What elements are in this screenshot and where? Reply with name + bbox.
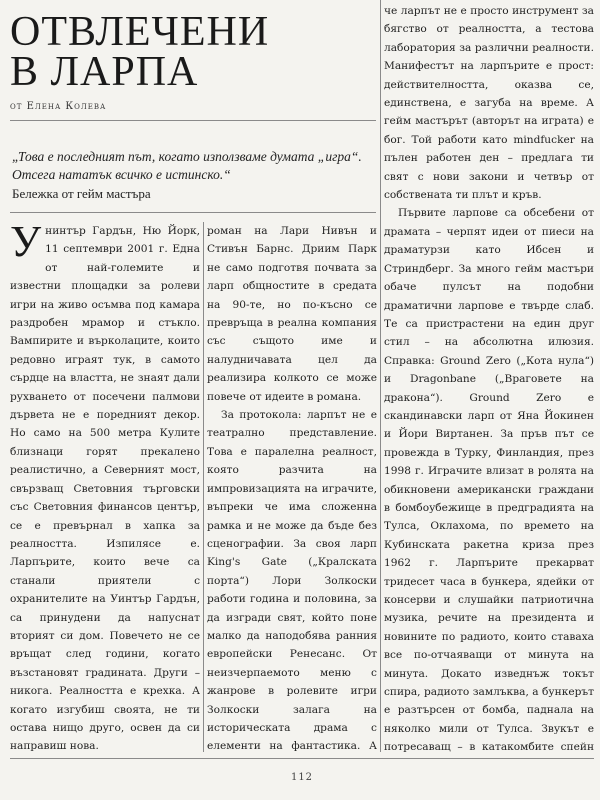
article-title bbox=[10, 9, 340, 95]
author-byline: от Елена Колева bbox=[10, 101, 107, 112]
footer-rule bbox=[10, 758, 594, 759]
page-number: 112 bbox=[290, 772, 314, 783]
column-rule-2 bbox=[380, 0, 381, 752]
epigraph-divider bbox=[10, 212, 376, 213]
column-rule-1 bbox=[203, 222, 204, 752]
column-1-paragraph-1 bbox=[10, 222, 200, 752]
title-line-1: ОТВЛЕЧЕНИ bbox=[10, 9, 270, 55]
title-line-2: В ЛАРПА bbox=[10, 49, 199, 95]
epigraph-quote: „Това е последният път, когато използваме думата „игра“. Отсега нататък всичко е истинско.“ bbox=[12, 149, 362, 182]
text-column-3 bbox=[384, 2, 594, 752]
epigraph bbox=[12, 148, 372, 203]
column-3-paragraph-2: Първите ларпове са обсебени от драмата – черпят идеи от пиеси на драматурзи като Ибсен и Стриндберг. За много гейм мастъри обаче пулсът на подобни драматични ларпове е твърде слаб. Те са пристрастени на един друг стил – на абсолютна илюзия. Справка: Ground Zero („Кота нула“) и Dragonbane („Враговете на драконa“). Ground Zero е скандинавски ларп от Яна Йокинен и Йори Виртанен. За пръв път се провежда в Турку, Финландия, през 1998 г. Играчите влизат в ролята на обикновени американски граждани в бомбоубежище в предградията на Тулса, Оклахома, по времето на Кубинската ракетна криза през 1962 г. Ларпърите прекарват тридесет часа в бункера, ядейки от консерви и слушайки патриотична музика, речите на президента и новините по радиото, които ставаха все по-отчаяващи от минута на минута. Докато изведнъж токът спира, радиото замлъква, а бункерът е разтърсен от бомба, паднала на няколко мили от Тулса. Звукът е потресаващ – в катакомбите спейн bbox=[384, 207, 594, 752]
drop-cap: У bbox=[10, 222, 42, 266]
column-2-paragraph-2: За протокола: ларпът не е театрално представление. Това е паралелна реалност, която разчита на импровизацията на играчите, въпреки че има сложенна рамка и не може да бъде без сценографии. За своя ларп King's Gate („Кралската порта“) Лори Золкоски работи година и половина, за да изгради свят, който поне малко да наподобява ранния европейски Ренесанс. От неизчерпаемото меню с жанрове в ролевите игри Золкоски залага на историческата драма с елементи на фантастика. А bbox=[207, 409, 377, 752]
title-divider bbox=[10, 120, 376, 121]
column-1-paragraph-1-text: нинтър Гардън, Ню Йорк, 11 септември 2001 г. Една от най-големите и известни площадки за ролеви игри на живо осъмва под камара раздробен мрамор и стъкло. Вампирите и върколаците, които редовно играят тук, в самото сърдце на властта, не знаят дали рухването от посечени палмови дървета не е поредният декор. Но само на 500 метра Кулите близнаци горят прекалено реалистично, а Северният мост, свързващ Световния търговски със Световния финансов център, се е превърнал в хапка за реалността. Изпилясе е. Ларпърите, които вече са станали приятели с охранителите на Уинтър Гардън, са принудени да напуснат вторият си дом. Повечето не се връщат след години, когато възстановят градината. Други – никога. Реалността е крехка. А когато изгубиш своята, не ти остава нищо друго, освен да си направиш нова. bbox=[10, 225, 200, 752]
text-column-2 bbox=[207, 222, 377, 752]
epigraph-attribution: Бележка от гейм мастъра bbox=[12, 186, 151, 201]
column-3-paragraph-1: че ларпът не е просто инструмент за бягство от реалността, а тестова лаборатория за различни реалности. Манифестът на ларпърите е прост: действителността, оказва се, единствена, е загуба на време. А гейм мастърът (авторът на играта) е бог. Той работи като mindfucker на пълен работен ден – предлага ти свят с нови закони и четвър от собствената ти плът и кръв. bbox=[384, 5, 594, 202]
text-column-1 bbox=[10, 222, 200, 752]
column-2-paragraph-1: роман на Лари Нивън и Стивън Барнс. Дриим Парк не само подготвя почвата за ларп общностите в средата на 90-те, но по-късно се превръща в реална компания със същото име и налудничавата цел да реализира колкото се може повече от идеите в романа. bbox=[207, 225, 377, 403]
